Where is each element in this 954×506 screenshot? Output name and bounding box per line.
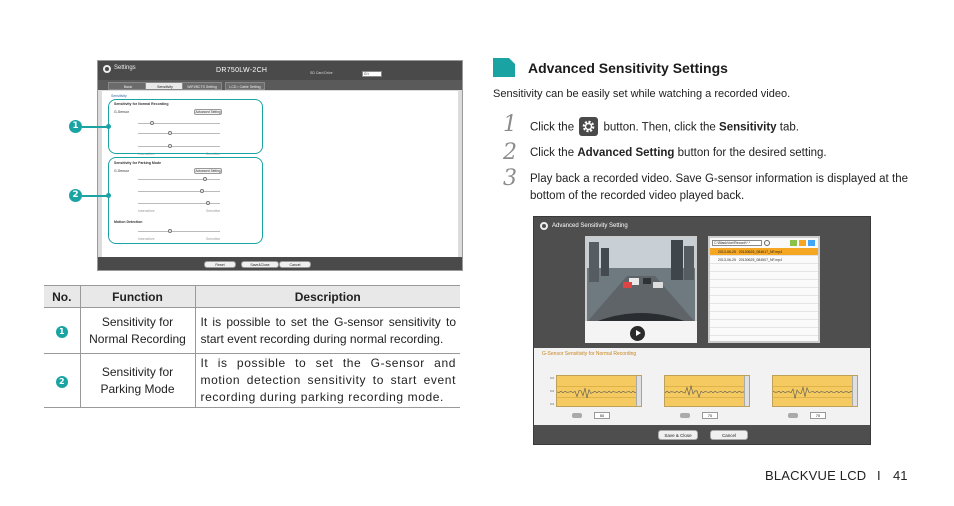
callout-leader xyxy=(82,126,108,128)
tab-basic[interactable]: Basic xyxy=(108,82,148,90)
table-row xyxy=(44,308,460,354)
sd-card-label: SD Card Drive xyxy=(310,71,333,75)
step-bold-term: Sensitivity xyxy=(719,121,777,134)
trace-line-x xyxy=(557,388,637,398)
file-date: 2013-06-25 xyxy=(718,250,736,254)
file-name: 20130625_084507_NF.mp4 xyxy=(738,258,783,262)
callout-number-2: 2 xyxy=(69,189,82,202)
search-icon[interactable] xyxy=(764,240,770,246)
save-and-close-button[interactable]: Save & Close xyxy=(658,430,698,440)
function-line: Parking Mode xyxy=(100,381,175,396)
empty-file-row xyxy=(710,328,818,336)
sd-card-select[interactable]: G:\ xyxy=(362,71,382,77)
advanced-setting-button-parking[interactable]: Advanced Setting xyxy=(195,169,221,173)
gsensor-label-normal: G-Sensor xyxy=(114,110,129,114)
table-row xyxy=(44,354,460,408)
file-path-input[interactable]: C:\BlackVue\Record\*.* xyxy=(712,240,762,246)
sensitivity-value-x[interactable]: 50 xyxy=(594,412,610,419)
step-number: 1 xyxy=(503,112,517,137)
gear-icon xyxy=(540,222,548,230)
header-function: Function xyxy=(80,286,195,308)
header-no: No. xyxy=(44,286,80,308)
section-marker-icon xyxy=(493,58,515,77)
reset-button[interactable]: Reset xyxy=(204,261,236,268)
empty-file-row xyxy=(710,320,818,328)
normal-recording-heading: Sensitivity for Normal Recording xyxy=(114,102,169,106)
threshold-slider[interactable] xyxy=(636,376,641,406)
trace-line-y xyxy=(665,386,745,398)
gsensor-trace xyxy=(665,376,745,408)
gsensor-panel-title: G-Sensor Sensitivity for Normal Recording xyxy=(542,351,637,357)
play-button[interactable] xyxy=(630,326,645,341)
table-header-row xyxy=(44,286,460,308)
step-number: 2 xyxy=(503,140,517,165)
trace-line-z xyxy=(773,387,853,398)
callout-leader-dot xyxy=(106,193,111,198)
step-2-text xyxy=(530,145,910,162)
sensitivity-value-z[interactable]: 70 xyxy=(810,412,826,419)
sensitive-label: Sensitive xyxy=(206,209,221,213)
gsensor-chart-x xyxy=(556,375,642,407)
empty-file-row xyxy=(710,304,818,312)
car-icon xyxy=(680,413,690,418)
threshold-slider[interactable] xyxy=(744,376,749,406)
save-close-button[interactable]: Save&Close xyxy=(241,261,279,268)
callout-leader xyxy=(82,195,108,197)
gsensor-trace xyxy=(773,376,853,408)
function-line: Normal Recording xyxy=(89,331,186,346)
car-icon xyxy=(572,413,582,418)
filter-all-icon[interactable] xyxy=(790,240,797,246)
tab-lcd[interactable]: LCD • Cable Setting xyxy=(225,82,265,90)
description-cell: It is possible to set the G-sensor and motion detection sensitivity to start event recording during parking recording mode. xyxy=(195,354,460,408)
sensitivity-heading: Sensitivity xyxy=(111,94,127,98)
filter-event-icon[interactable] xyxy=(799,240,806,246)
empty-file-row xyxy=(710,288,818,296)
file-list xyxy=(708,236,820,343)
callout-box-parking xyxy=(108,157,263,244)
file-row[interactable] xyxy=(710,256,818,264)
insensitive-label: Insensitive xyxy=(138,152,155,156)
step-3-text: Play back a recorded video. Save G-sensor information is displayed at the bottom of the recorded video played back. xyxy=(530,173,908,202)
step-text-part: button for the desired setting. xyxy=(677,147,827,159)
empty-file-row xyxy=(710,296,818,304)
file-date: 2013-06-25 xyxy=(718,258,736,262)
row-number: 1 xyxy=(56,326,68,338)
function-line: Sensitivity for xyxy=(101,364,174,379)
road-scene-image xyxy=(587,238,695,322)
step-text-part: tab. xyxy=(779,121,799,134)
row-number-cell xyxy=(44,354,80,408)
row-number: 2 xyxy=(56,376,68,388)
function-table xyxy=(44,285,460,408)
function-cell xyxy=(80,308,195,354)
gear-icon xyxy=(103,65,111,73)
sensitive-label: Sensitive xyxy=(206,152,221,156)
cancel-button[interactable]: Cancel xyxy=(710,430,748,440)
file-name: 20130625_084617_NF.mp4 xyxy=(738,250,783,254)
insensitive-label: Insensitive xyxy=(138,237,155,241)
description-cell: It is possible to set the G-sensor sensitivity to start event recording during normal recording. xyxy=(195,308,460,354)
tab-sensitivity[interactable]: Sensitivity xyxy=(145,82,185,90)
section-title: Advanced Sensitivity Settings xyxy=(528,60,728,76)
sensitive-label: Sensitive xyxy=(206,237,221,241)
step-text-part: Click the xyxy=(530,121,575,134)
empty-file-row xyxy=(710,312,818,320)
callout-box-normal xyxy=(108,99,263,154)
step-number: 3 xyxy=(503,166,517,191)
sensitivity-value-y[interactable]: 70 xyxy=(702,412,718,419)
settings-window-label: Settings xyxy=(114,65,136,71)
callout-leader-dot xyxy=(106,124,111,129)
step-text-part: Click the xyxy=(530,147,575,159)
y-tick-label: 0.0 xyxy=(550,376,555,380)
row-number-cell xyxy=(44,308,80,354)
gsensor-label-parking: G-Sensor xyxy=(114,169,129,173)
cancel-button[interactable]: Cancel xyxy=(279,261,311,268)
insensitive-label: Insensitive xyxy=(138,209,155,213)
model-name: DR750LW-2CH xyxy=(216,67,268,74)
car-icon xyxy=(788,413,798,418)
gsensor-trace xyxy=(557,376,637,408)
page-number: 41 xyxy=(893,468,908,483)
step-text-part: button. Then, click the xyxy=(603,121,716,134)
gsensor-chart-z xyxy=(772,375,858,407)
filter-parking-icon[interactable] xyxy=(808,240,815,246)
step-1-text xyxy=(530,118,910,137)
parking-mode-heading: Sensitivity for Parking Mode xyxy=(114,161,162,165)
tab-wifi[interactable]: WIFI/BCTS Setting xyxy=(182,82,222,90)
file-row[interactable] xyxy=(710,248,818,256)
settings-title-bar xyxy=(98,61,462,80)
empty-file-row xyxy=(710,264,818,272)
footer-brand: BLACKVUE LCD xyxy=(765,468,867,483)
section-intro: Sensitivity can be easily set while watching a recorded video. xyxy=(493,88,791,100)
step-bold-term: Advanced Setting xyxy=(577,147,675,159)
function-line: Sensitivity for xyxy=(101,314,174,329)
y-tick-label: 0.0 xyxy=(550,402,555,406)
motion-detection-label: Motion Detection xyxy=(114,220,143,224)
threshold-slider[interactable] xyxy=(852,376,857,406)
advanced-sensitivity-screenshot xyxy=(533,216,871,445)
gear-icon xyxy=(579,117,598,136)
gsensor-chart-y xyxy=(664,375,750,407)
empty-file-row xyxy=(710,272,818,280)
advanced-window-title: Advanced Sensitivity Setting xyxy=(552,223,628,229)
empty-file-row xyxy=(710,280,818,288)
advanced-setting-button-normal[interactable]: Advanced Setting xyxy=(195,110,221,114)
function-cell xyxy=(80,354,195,408)
footer-separator: I xyxy=(877,468,881,483)
y-tick-label: 0.0 xyxy=(550,389,555,393)
header-description: Description xyxy=(195,286,460,308)
callout-number-1: 1 xyxy=(69,120,82,133)
